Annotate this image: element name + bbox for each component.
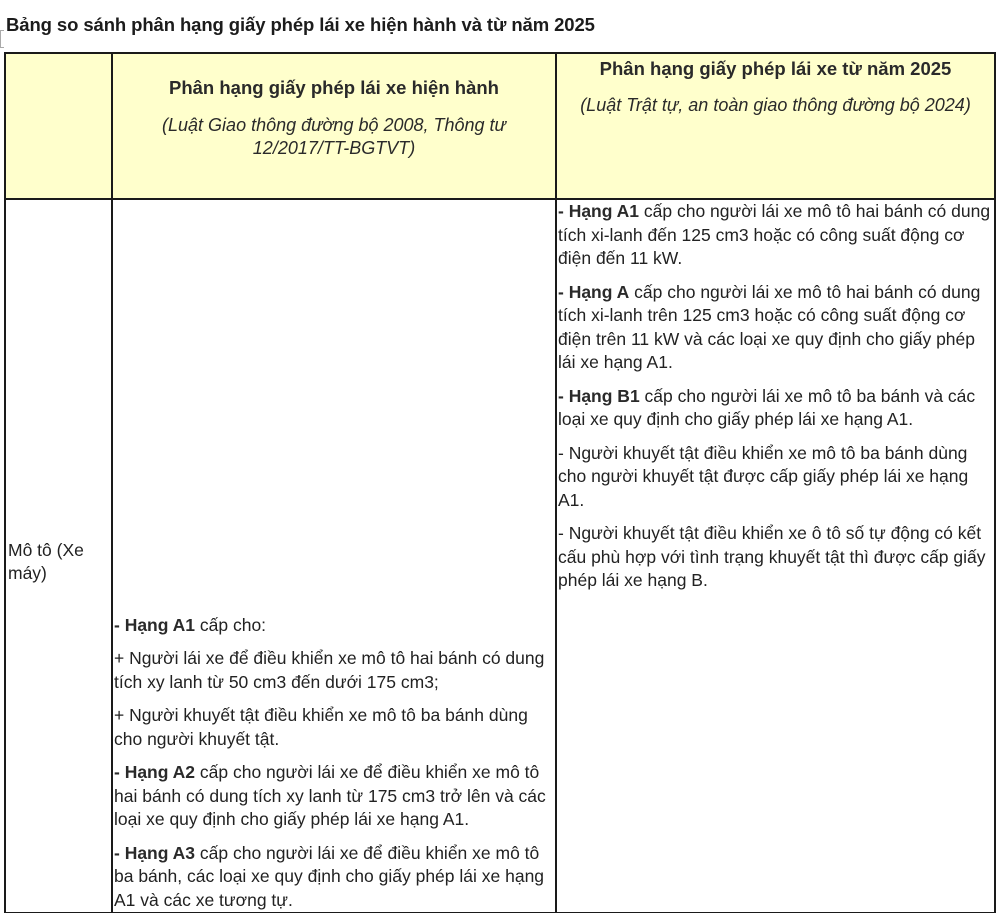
header-current-title: Phân hạng giấy phép lái xe hiện hành <box>169 77 499 98</box>
class-2025-item <box>557 442 994 513</box>
class-label: - Hạng A2 <box>114 762 196 782</box>
class-description: cấp cho người lái xe mô tô ba bánh và các loại xe quy định cho giấy phép lái xe hạng A1. <box>558 385 976 429</box>
comparison-table <box>4 52 996 913</box>
vehicle-type-label: Mô tô (Xe máy) <box>8 540 84 583</box>
header-cell-2025 <box>556 53 995 199</box>
header-2025-title: Phân hạng giấy phép lái xe từ năm 2025 <box>599 58 952 79</box>
current-class-item <box>113 614 555 638</box>
class-description: cấp cho: <box>195 614 267 635</box>
class-description: cấp cho người lái xe để điều khiển xe mô tô ba bánh, các loại xe quy định cho giấy phép lái xe hạng A1 và các xe tương tự. <box>114 842 545 910</box>
header-current-subtitle: (Luật Giao thông đường bộ 2008, Thông tư 12/2017/TT-BGTVT) <box>162 115 506 158</box>
class-2025-item <box>557 200 994 271</box>
class-description: - Người khuyết tật điều khiển xe mô tô ba bánh dùng cho người khuyết tật được cấp giấy phép lái xe hạng A1. <box>558 442 969 510</box>
class-label: - Hạng A3 <box>114 842 196 863</box>
current-classes-list <box>113 614 555 913</box>
current-class-item <box>113 647 555 694</box>
class-2025-item <box>557 385 994 432</box>
class-description: cấp cho người lái xe mô tô hai bánh có dung tích xi-lanh trên 125 cm3 hoặc có công suất động cơ điện trên 11 kW và các loại xe quy định cho giấy phép lái xe hạng A1. <box>558 281 981 372</box>
class-2025-item <box>557 522 994 593</box>
classes-2025-cell <box>556 199 995 913</box>
table-header-row <box>5 53 995 199</box>
class-2025-item <box>557 281 994 375</box>
vehicle-type-cell <box>5 199 112 913</box>
current-class-item <box>113 842 555 913</box>
class-description: cấp cho người lái xe mô tô hai bánh có dung tích xi-lanh đến 125 cm3 hoặc có công suất động cơ điện đến 11 kW. <box>558 201 991 268</box>
current-class-item <box>113 761 555 832</box>
header-cell-current <box>112 53 556 199</box>
class-description: cấp cho người lái xe để điều khiển xe mô tô hai bánh có dung tích xy lanh từ 175 cm3 trở lên và các loại xe quy định cho giấy phép lái xe hạng A1. <box>114 762 546 829</box>
table-row <box>5 199 995 913</box>
class-label: - Hạng B1 <box>558 385 640 406</box>
class-label: - Hạng A1 <box>558 201 640 221</box>
class-label: - Hạng A <box>558 281 630 302</box>
header-cell-vehicle <box>5 53 112 199</box>
class-description: + Người khuyết tật điều khiển xe mô tô ba bánh dùng cho người khuyết tật. <box>114 705 528 749</box>
classes-2025-list <box>557 200 994 593</box>
class-description: + Người lái xe để điều khiển xe mô tô hai bánh có dung tích xy lanh từ 50 cm3 đến dưới 175 cm3; <box>114 648 545 692</box>
page-title: Bảng so sánh phân hạng giấy phép lái xe hiện hành và từ năm 2025 <box>6 14 595 35</box>
current-class-item <box>113 704 555 751</box>
class-label: - Hạng A1 <box>114 614 196 635</box>
current-classes-cell <box>112 199 556 913</box>
class-description: - Người khuyết tật điều khiển xe ô tô số tự động có kết cấu phù hợp với tình trạng khuyết tật thì được cấp giấy phép lái xe hạng B. <box>558 523 986 590</box>
header-2025-subtitle: (Luật Trật tự, an toàn giao thông đường bộ 2024) <box>580 95 971 115</box>
title-marker <box>0 30 4 48</box>
